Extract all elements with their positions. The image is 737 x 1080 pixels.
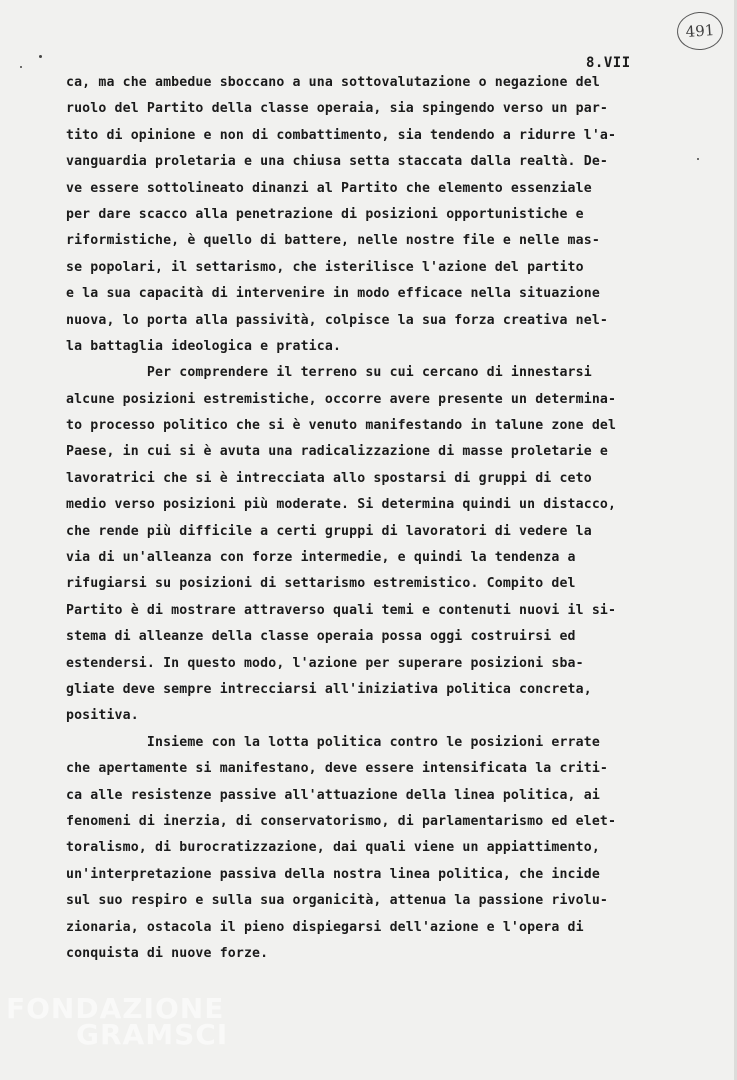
text-line: conquista di nuove forze. [66,945,269,961]
text-line: medio verso posizioni più moderate. Si determina quindi un distacco, [66,497,617,513]
archive-stamp-number: 491 [685,21,715,41]
text-line: nuova, lo porta alla passività, colpisce la sua forza creativa nel- [66,312,608,328]
watermark-logo [6,992,229,1051]
text-line: estendersi. In questo modo, l'azione per superare posizioni sba- [66,655,584,671]
text-line: Paese, in cui si è avuta una radicalizzazione di masse proletarie e [66,444,608,460]
text-line: che apertamente si manifestano, deve essere intensificata la criti- [66,761,608,777]
text-line: fenomeni di inerzia, di conservatorismo, di parlamentarismo ed elet- [66,813,617,829]
text-line: tito di opinione e non di combattimento, sia tendendo a ridurre l'a- [66,127,617,143]
text-line: gliate deve sempre intrecciarsi all'iniziativa politica concreta, [66,681,592,697]
text-line: positiva. [66,708,139,724]
watermark-line-2: GRAMSCI [76,1018,229,1051]
text-line: to processo politico che si è venuto manifestando in talune zone del [66,418,617,434]
text-line: lavoratrici che si è intrecciata allo spostarsi di gruppi di ceto [66,470,592,486]
text-line: Partito è di mostrare attraverso quali temi e contenuti nuovi il si- [66,602,617,618]
text-line: ca, ma che ambedue sboccano a una sottovalutazione o negazione del [66,75,600,90]
paper-speck [697,158,699,160]
paper-speck [39,55,42,58]
text-line: e la sua capacità di intervenire in modo efficace nella situazione [66,286,600,302]
text-line: stema di alleanze della classe operaia possa oggi costruirsi ed [66,629,576,645]
text-line: sul suo respiro e sulla sua organicità, attenua la passione rivolu- [66,893,608,909]
text-line: ve essere sottolineato dinanzi al Partito che elemento essenziale [66,180,592,196]
text-line: via di un'alleanza con forze intermedie, e quindi la tendenza a [66,550,576,566]
text-line: alcune posizioni estremistiche, occorre avere presente un determina- [66,391,617,407]
text-line: vanguardia proletaria e una chiusa setta staccata dalla realtà. De- [66,154,608,170]
text-line: ruolo del Partito della classe operaia, sia spingendo verso un par- [66,101,608,117]
text-line: toralismo, di burocratizzazione, dai quali viene un appiattimento, [66,840,600,856]
text-line: ca alle resistenze passive all'attuazione della linea politica, ai [66,787,600,803]
text-line: per dare scacco alla penetrazione di posizioni opportunistiche e [66,206,584,222]
text-line: Per comprendere il terreno su cui cercano di innestarsi [66,365,592,381]
text-line: rifugiarsi su posizioni di settarismo estremistico. Compito del [66,576,576,592]
archive-stamp [676,10,725,51]
text-line: Insieme con la lotta politica contro le posizioni errate [66,734,600,750]
document-body [66,70,676,967]
text-line: un'interpretazione passiva della nostra linea politica, che incide [66,866,600,882]
text-line: che rende più difficile a certi gruppi di lavoratori di vedere la [66,523,592,539]
page-number: 8.VII [586,55,631,71]
text-line: zionaria, ostacola il pieno dispiegarsi dell'azione e l'opera di [66,919,584,935]
paper-speck [20,66,22,68]
watermark-line-1: FONDAZIONE [6,992,225,1025]
text-line: se popolari, il settarismo, che isterilisce l'azione del partito [66,259,584,275]
text-line: la battaglia ideologica e pratica. [66,338,342,354]
text-line: riformistiche, è quello di battere, nelle nostre file e nelle mas- [66,233,600,249]
